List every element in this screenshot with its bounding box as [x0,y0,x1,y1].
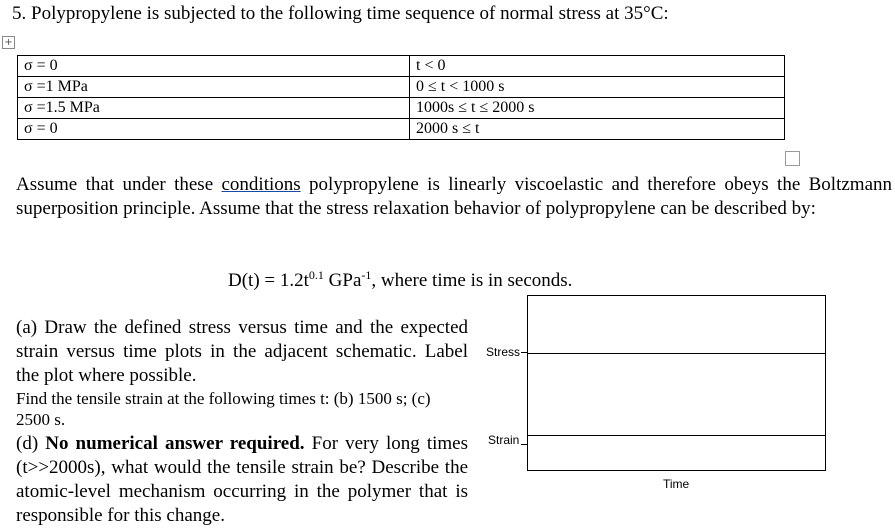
time-axis-label: Time [663,477,690,491]
question-d-label: (d) [16,433,46,454]
time-cell: 2000 s ≤ t [410,119,785,140]
formula-unit: GPa [323,270,362,291]
table-row [18,56,785,77]
question-d [16,432,468,528]
conditions-word: conditions [221,174,301,195]
formula-lhs: D(t) = 1.2t [228,270,309,291]
stress-sequence-table [17,55,785,140]
table-row [18,119,785,140]
question-d-bold: No numerical answer required. [45,433,305,454]
para-text-start: Assume that under these [16,174,222,195]
strain-baseline [528,435,825,436]
stress-plot-box [527,295,826,354]
strain-plot-box [527,353,826,471]
table-row [18,98,785,119]
para-text-end: polypropylene is linearly viscoelastic and therefore obeys the Boltzmann superposition principle. Assume that the stress relaxation behavior of polypropylene can be described by: [16,174,893,219]
table-move-handle-icon[interactable]: + [2,36,15,49]
compliance-formula [228,268,572,292]
stress-cell: σ = 0 [18,56,410,77]
question-b-c: Find the tensile strain at the following times t: (b) 1500 s; (c) 2500 s. [16,389,431,429]
table-row [18,77,785,98]
question-d-text: For very long times (t>>2000s), what would the tensile strain be? Describe the atomic-level mechanism occurring in the polymer that is responsible for this change. [16,433,468,526]
stress-cell: σ = 0 [18,119,410,140]
formula-tail: , where time is in seconds. [371,270,573,291]
stress-cell: σ =1.5 MPa [18,98,410,119]
table-resize-handle-icon[interactable] [785,151,800,166]
time-cell: 1000s ≤ t ≤ 2000 s [410,98,785,119]
stress-cell: σ =1 MPa [18,77,410,98]
stress-axis-label: Stress [486,345,521,359]
assumption-paragraph [16,173,892,221]
formula-unit-exponent: -1 [361,268,372,282]
problem-title: 5. Polypropylene is subjected to the following time sequence of normal stress at 35°C: [12,3,669,24]
question-a: (a) Draw the defined stress versus time and the expected strain versus time plots in the adjacent schematic. Label the plot where possible. [16,317,468,386]
time-cell: t < 0 [410,56,785,77]
stress-axis-tick [521,352,528,353]
formula-exponent: 0.1 [308,268,324,282]
strain-axis-label: Strain [488,433,520,447]
time-cell: 0 ≤ t < 1000 s [410,77,785,98]
strain-axis-tick [521,444,528,445]
